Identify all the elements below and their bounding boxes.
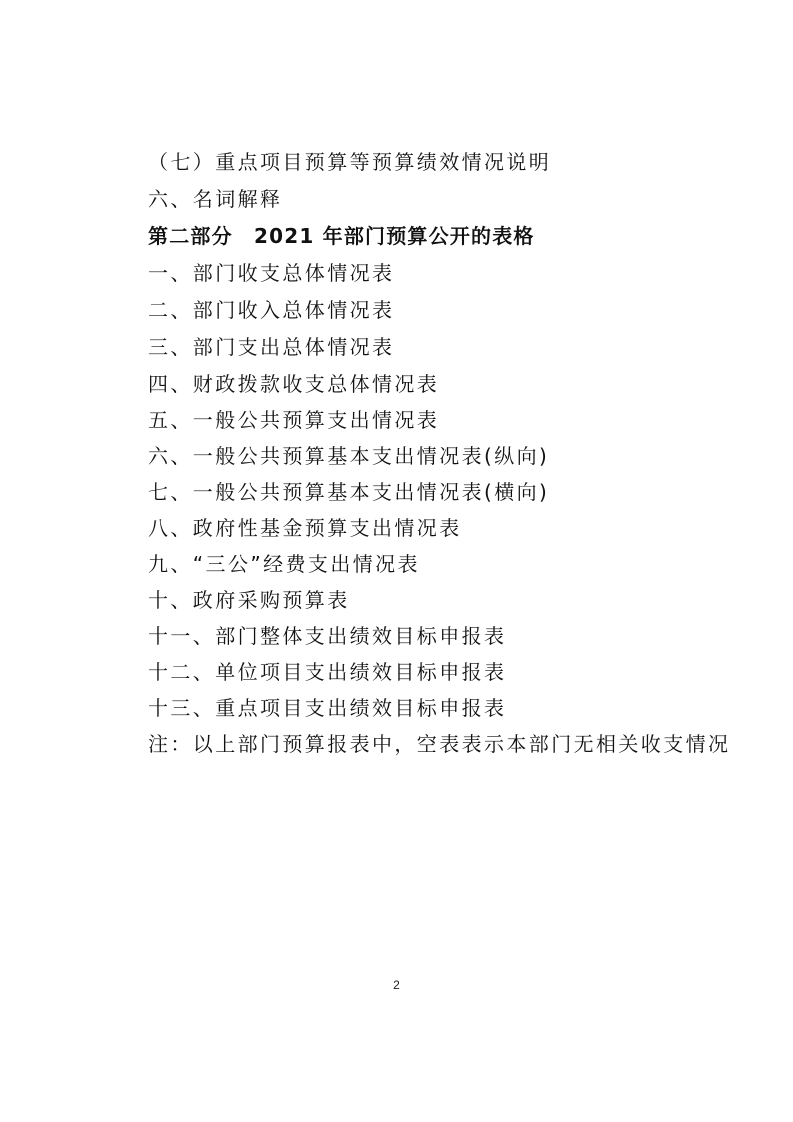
toc-item-table-7: 七、一般公共预算基本支出情况表(横向)	[148, 480, 550, 504]
toc-item-table-10: 十、政府采购预算表	[148, 588, 350, 612]
toc-item-table-8: 八、政府性基金预算支出情况表	[148, 516, 462, 540]
toc-item-table-9: 九、“三公”经费支出情况表	[148, 552, 420, 576]
toc-item-key-project-budget: （七）重点项目预算等预算绩效情况说明	[148, 150, 552, 174]
toc-item-glossary: 六、名词解释	[148, 187, 283, 211]
toc-item-table-6: 六、一般公共预算基本支出情况表(纵向)	[148, 444, 550, 468]
toc-item-table-2: 二、部门收入总体情况表	[148, 298, 395, 322]
toc-item-table-5: 五、一般公共预算支出情况表	[148, 408, 440, 432]
footnote: 注：以上部门预算报表中，空表表示本部门无相关收支情况	[148, 732, 731, 756]
toc-item-table-1: 一、部门收支总体情况表	[148, 261, 395, 285]
toc-item-table-4: 四、财政拨款收支总体情况表	[148, 372, 440, 396]
section-heading-part-two: 第二部分 2021 年部门预算公开的表格	[148, 224, 535, 248]
toc-item-table-3: 三、部门支出总体情况表	[148, 335, 395, 359]
toc-item-table-12: 十二、单位项目支出绩效目标申报表	[148, 660, 507, 684]
page-number: 2	[393, 978, 400, 992]
toc-item-table-13: 十三、重点项目支出绩效目标申报表	[148, 696, 507, 720]
toc-item-table-11: 十一、部门整体支出绩效目标申报表	[148, 624, 507, 648]
